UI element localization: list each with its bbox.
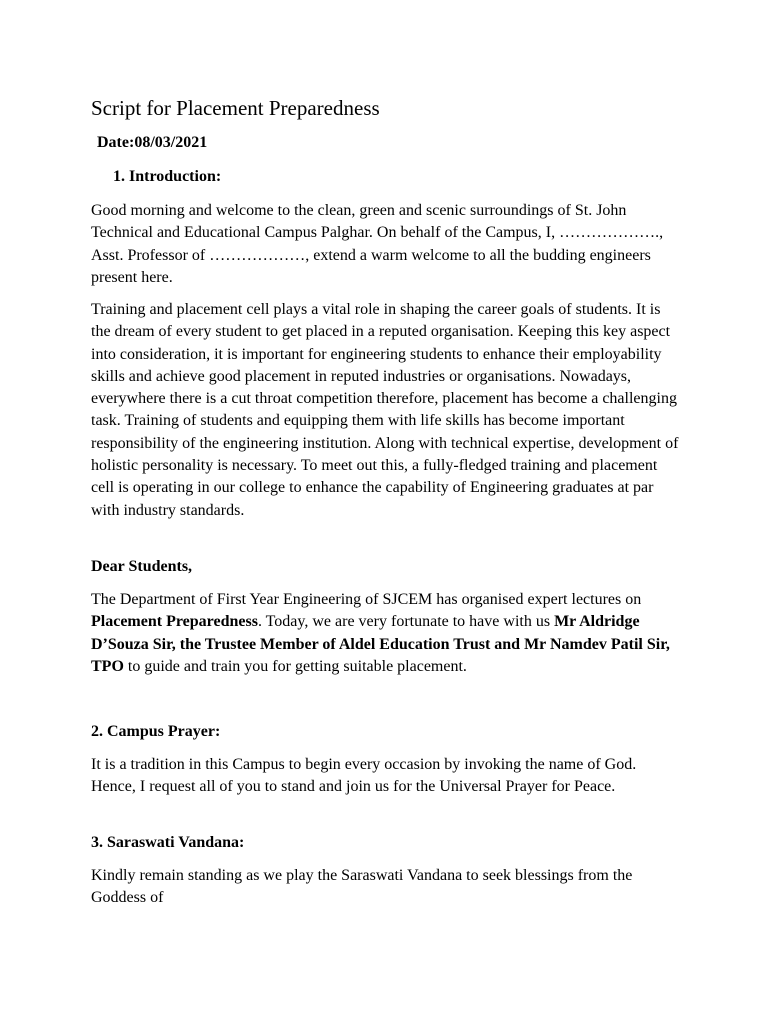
text-run: The Department of First Year Engineering of SJCEM has organised expert lectures on xyxy=(91,591,642,608)
section-heading-introduction: 1. Introduction: xyxy=(113,168,222,185)
vandana-paragraph: Kindly remain standing as we play the Saraswati Vandana to seek blessings from the Goddess of xyxy=(91,867,633,907)
text-run: to guide and train you for getting suitable placement. xyxy=(123,657,467,675)
intro-paragraph-training-cell: Training and placement cell plays a vital role in shaping the career goals of students. It is the dream of every student to get placed in a reputed organisation. Keeping this key aspect into consideration, it is important for engineering students to enhance their employability skills and achieve good placement in reputed industries or organisations. Nowadays, everywhere there is a cut throat competition therefore, placement has become a challenging task. Training of students and equipping them with life skills has become important responsibility of the engineering institution. Along with technical expertise, development of holistic personality is necessary. To meet out this, a fully-fledged training and placement cell is operating in our college to enhance the capability of Engineering graduates at par with industry standards. xyxy=(91,301,679,519)
document-title: Script for Placement Preparedness xyxy=(91,96,380,120)
bold-text-run: Mr Aldridge D’Souza Sir, the Trustee Member of Aldel Education Trust and Mr Namdev Patil Sir, TPO xyxy=(91,613,670,675)
section-heading-saraswati-vandana: 3. Saraswati Vandana: xyxy=(91,834,245,851)
salutation: Dear Students, xyxy=(91,558,193,575)
document-date: Date:08/03/2021 xyxy=(97,134,208,151)
bold-text-run: Placement Preparedness xyxy=(91,613,258,631)
text-run: . Today, we are very fortunate to have with us xyxy=(257,613,555,631)
intro-paragraph-welcome: Good morning and welcome to the clean, green and scenic surroundings of St. John Technical and Educational Campus Palghar. On behalf of the Campus, I, ………………., Asst. Professor of ………………, extend a warm welcome to all the budding engineers present here. xyxy=(91,202,664,286)
section-heading-campus-prayer: 2. Campus Prayer: xyxy=(91,723,221,740)
prayer-paragraph: It is a tradition in this Campus to begin every occasion by invoking the name of God. Hence, I request all of you to stand and join us for the Universal Prayer for Peace. xyxy=(91,756,637,796)
intro-paragraph-expert-lectures xyxy=(91,589,681,678)
